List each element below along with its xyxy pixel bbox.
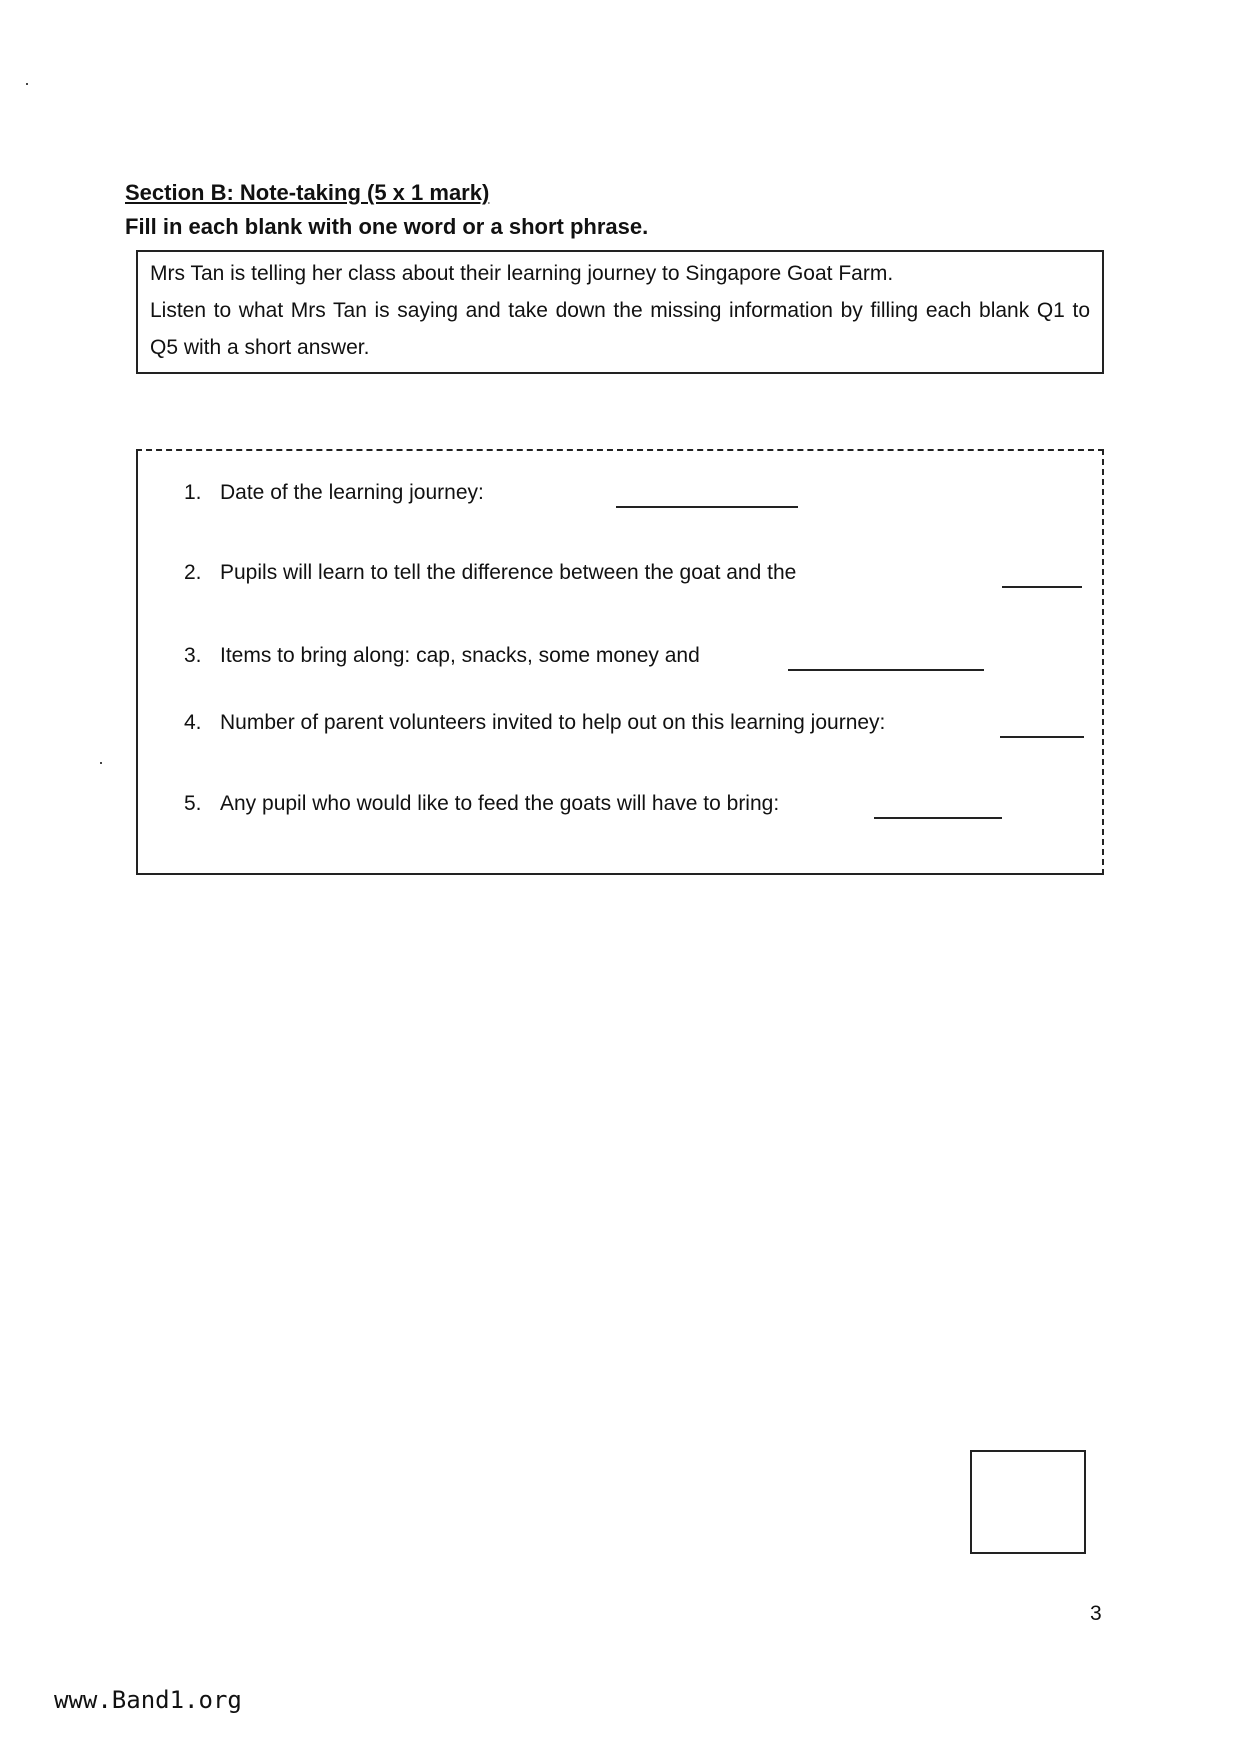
- answer-blank-1[interactable]: [616, 506, 798, 508]
- question-text: Pupils will learn to tell the difference between the goat and the: [220, 561, 797, 584]
- question-number: 3.: [184, 644, 202, 667]
- section-title: Section B: Note-taking (5 x 1 mark): [125, 180, 490, 205]
- question-number: 5.: [184, 792, 202, 815]
- question-5: [184, 792, 779, 816]
- intro-line-1: Mrs Tan is telling her class about their learning journey to Singapore Goat Farm.: [150, 262, 894, 285]
- questions-box: [136, 449, 1104, 875]
- question-text: Items to bring along: cap, snacks, some money and: [220, 644, 700, 667]
- answer-blank-5[interactable]: [874, 817, 1002, 819]
- footer-url: www.Band1.org: [54, 1686, 242, 1714]
- question-number: 2.: [184, 561, 202, 584]
- intro-box: [136, 250, 1104, 374]
- question-2: [184, 561, 796, 585]
- question-1: [184, 481, 484, 505]
- marks-box: [970, 1450, 1086, 1554]
- question-text: Any pupil who would like to feed the goats will have to bring:: [220, 792, 780, 815]
- instruction: Fill in each blank with one word or a short phrase.: [125, 214, 649, 239]
- question-3: [184, 644, 700, 668]
- scan-speck: [26, 83, 28, 85]
- question-4: [184, 711, 885, 735]
- answer-blank-3[interactable]: [788, 669, 984, 671]
- page-number: 3: [1090, 1602, 1102, 1625]
- answer-blank-2[interactable]: [1002, 586, 1082, 588]
- question-text: Date of the learning journey:: [220, 481, 484, 504]
- intro-line-2: Listen to what Mrs Tan is saying and take down the missing information by filling each blank Q1 to Q5 with a short answer.: [150, 299, 1090, 359]
- answer-blank-4[interactable]: [1000, 736, 1084, 738]
- question-number: 1.: [184, 481, 202, 504]
- scan-speck: [100, 762, 102, 764]
- question-number: 4.: [184, 711, 202, 734]
- question-text: Number of parent volunteers invited to help out on this learning journey:: [220, 711, 886, 734]
